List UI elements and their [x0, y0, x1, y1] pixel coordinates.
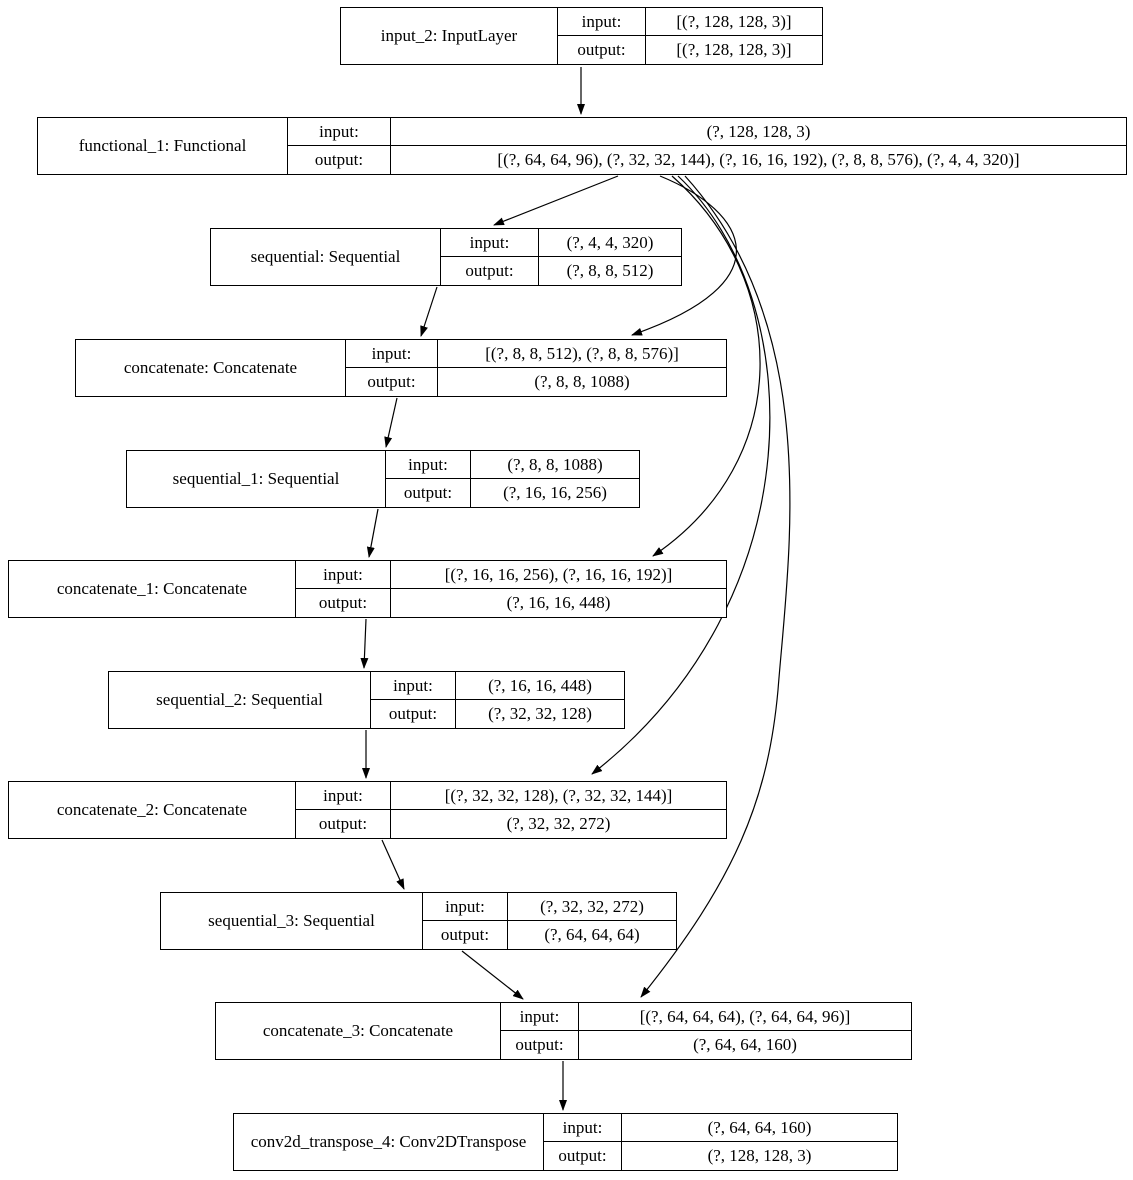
- node-sequential_2: [108, 671, 625, 729]
- output-row-label: output:: [441, 257, 539, 285]
- output-shape: (?, 64, 64, 160): [693, 1035, 797, 1054]
- output-row-label: output:: [501, 1031, 579, 1059]
- layer-name: input_2: InputLayer: [341, 8, 558, 64]
- input-row-label: input:: [371, 672, 456, 700]
- output-row-label: output:: [296, 810, 391, 838]
- node-sequential: [210, 228, 682, 286]
- input-row-label: input:: [501, 1003, 579, 1031]
- layer-name: sequential_2: Sequential: [109, 672, 371, 728]
- output-shape: (?, 8, 8, 512): [566, 261, 654, 280]
- input-row-label: input:: [558, 8, 646, 36]
- layer-name: concatenate_1: Concatenate: [9, 561, 296, 617]
- output-shape: (?, 16, 16, 256): [503, 483, 607, 502]
- output-shape: (?, 32, 32, 272): [506, 814, 611, 833]
- output-shape: (?, 64, 64, 64): [544, 925, 640, 944]
- output-shape: (?, 16, 16, 448): [506, 593, 611, 612]
- layer-name: conv2d_transpose_4: Conv2DTranspose: [234, 1114, 544, 1170]
- input-shape: (?, 128, 128, 3): [391, 118, 1126, 146]
- layer-name: sequential_3: Sequential: [161, 893, 423, 949]
- edge-concatenate_1-sequential_2: [364, 619, 366, 668]
- node-input_2: [340, 7, 823, 65]
- output-row-label: output:: [371, 700, 456, 728]
- output-shape: [(?, 128, 128, 3)]: [676, 40, 792, 59]
- input-shape: (?, 16, 16, 448): [456, 672, 624, 700]
- edge-concatenate_2-sequential_3: [382, 840, 404, 889]
- input-row-label: input:: [346, 340, 438, 368]
- node-concatenate_1: [8, 560, 727, 618]
- input-row-label: input:: [441, 229, 539, 257]
- output-shape: [(?, 64, 64, 96), (?, 32, 32, 144), (?, 16, 16, 192), (?, 8, 8, 576), (?, 4, 4, 320)]: [497, 150, 1020, 169]
- node-sequential_1: [126, 450, 640, 508]
- node-conv2d_transpose_4: [233, 1113, 898, 1171]
- layer-name: sequential_1: Sequential: [127, 451, 386, 507]
- output-shape: (?, 8, 8, 1088): [534, 372, 630, 391]
- node-functional_1: [37, 117, 1127, 175]
- input-row-label: input:: [296, 782, 391, 810]
- output-row-label: output:: [423, 921, 508, 949]
- layer-name: functional_1: Functional: [38, 118, 288, 174]
- input-row-label: input:: [386, 451, 471, 479]
- layer-name: concatenate: Concatenate: [76, 340, 346, 396]
- input-shape: (?, 4, 4, 320): [539, 229, 681, 257]
- input-shape: (?, 8, 8, 1088): [471, 451, 639, 479]
- edge-sequential-concatenate: [421, 287, 437, 336]
- input-row-label: input:: [296, 561, 391, 589]
- edge-sequential_1-concatenate_1: [369, 509, 378, 557]
- node-sequential_3: [160, 892, 677, 950]
- edge-functional_1-sequential: [494, 176, 618, 225]
- layer-name: concatenate_2: Concatenate: [9, 782, 296, 838]
- output-row-label: output:: [386, 479, 471, 507]
- node-concatenate: [75, 339, 727, 397]
- output-shape: (?, 128, 128, 3): [707, 1146, 812, 1165]
- input-shape: [(?, 32, 32, 128), (?, 32, 32, 144)]: [391, 782, 726, 810]
- input-row-label: input:: [288, 118, 391, 146]
- input-row-label: input:: [544, 1114, 622, 1142]
- output-row-label: output:: [558, 36, 646, 64]
- output-row-label: output:: [544, 1142, 622, 1170]
- input-shape: [(?, 128, 128, 3)]: [646, 8, 822, 36]
- output-shape: (?, 32, 32, 128): [488, 704, 592, 723]
- input-shape: [(?, 16, 16, 256), (?, 16, 16, 192)]: [391, 561, 726, 589]
- input-shape: [(?, 8, 8, 512), (?, 8, 8, 576)]: [438, 340, 726, 368]
- layer-name: concatenate_3: Concatenate: [216, 1003, 501, 1059]
- output-row-label: output:: [296, 589, 391, 617]
- node-concatenate_3: [215, 1002, 912, 1060]
- output-row-label: output:: [288, 146, 391, 174]
- edge-sequential_3-concatenate_3: [462, 951, 523, 999]
- input-shape: (?, 64, 64, 160): [622, 1114, 897, 1142]
- input-row-label: input:: [423, 893, 508, 921]
- layer-name: sequential: Sequential: [211, 229, 441, 285]
- input-shape: (?, 32, 32, 272): [508, 893, 676, 921]
- node-concatenate_2: [8, 781, 727, 839]
- edge-concatenate-sequential_1: [386, 398, 397, 447]
- output-row-label: output:: [346, 368, 438, 396]
- input-shape: [(?, 64, 64, 64), (?, 64, 64, 96)]: [579, 1003, 911, 1031]
